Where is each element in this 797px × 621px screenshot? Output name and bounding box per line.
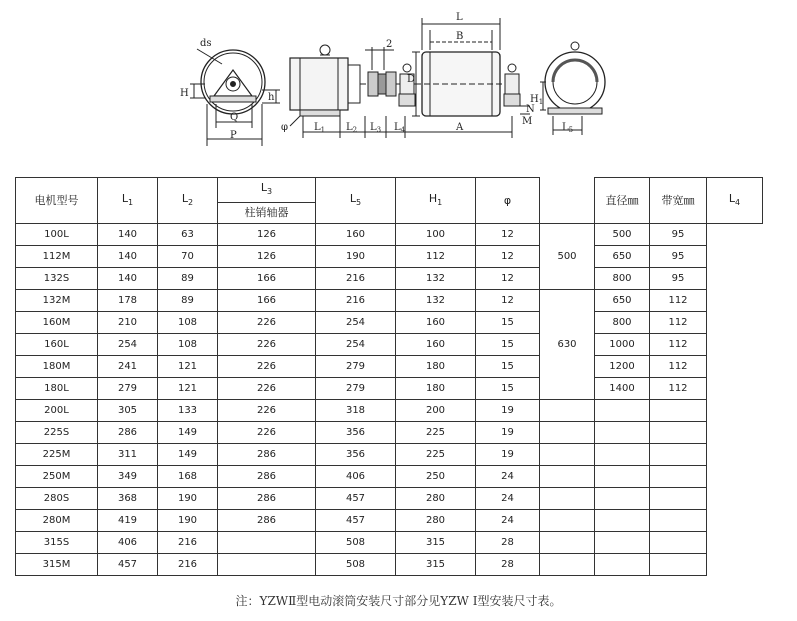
cell-l2: 149	[158, 422, 218, 444]
cell-l2: 121	[158, 356, 218, 378]
cell-diameter-empty	[540, 422, 595, 444]
cell-h1: 250	[396, 466, 476, 488]
cell-l3: 286	[218, 444, 316, 466]
cell-l5: 190	[316, 246, 396, 268]
label-H1: $H_1$	[530, 94, 544, 106]
cell-l1: 419	[98, 510, 158, 532]
cell-h1: 280	[396, 510, 476, 532]
cell-l5: 356	[316, 422, 396, 444]
cell-belt-width: 650	[595, 290, 650, 312]
cell-phi: 12	[476, 268, 540, 290]
cell-l1: 457	[98, 554, 158, 576]
cell-l5: 216	[316, 290, 396, 312]
cell-phi: 12	[476, 224, 540, 246]
cell-l5: 254	[316, 312, 396, 334]
table-row	[16, 356, 763, 378]
cell-h1: 160	[396, 312, 476, 334]
cell-h1: 280	[396, 488, 476, 510]
header-phi: φ	[476, 178, 540, 224]
cell-l3: 126	[218, 246, 316, 268]
cell-phi: 12	[476, 246, 540, 268]
cell-l5: 279	[316, 378, 396, 400]
table-row	[16, 224, 763, 246]
cell-l4: 95	[650, 224, 707, 246]
cell-model: 225M	[16, 444, 98, 466]
table-row	[16, 444, 763, 466]
cell-l4-empty	[650, 466, 707, 488]
cell-diameter: 630	[540, 290, 595, 400]
cell-phi: 12	[476, 290, 540, 312]
cell-l3	[218, 554, 316, 576]
cell-l3: 166	[218, 290, 316, 312]
cell-diameter-empty	[540, 532, 595, 554]
label-D: D	[407, 74, 416, 85]
cell-l4: 95	[650, 246, 707, 268]
cell-phi: 15	[476, 312, 540, 334]
label-H: H	[180, 88, 189, 99]
header-diameter: 直径㎜	[595, 178, 650, 224]
cell-l4-empty	[650, 532, 707, 554]
table-row	[16, 532, 763, 554]
cell-l3	[218, 532, 316, 554]
label-ds: ds	[200, 38, 212, 49]
cell-l3: 226	[218, 422, 316, 444]
cell-belt-width: 800	[595, 312, 650, 334]
cell-l4-empty	[650, 422, 707, 444]
cell-phi: 19	[476, 422, 540, 444]
cell-diameter-empty	[540, 488, 595, 510]
cell-model: 250M	[16, 466, 98, 488]
bearing-block-left	[399, 64, 415, 106]
header-L2: $L_2$	[158, 178, 218, 224]
cell-h1: 132	[396, 290, 476, 312]
cell-l2: 121	[158, 378, 218, 400]
cell-diameter: 500	[540, 224, 595, 290]
header-L4: $L_4$	[707, 178, 763, 224]
cell-l4: 112	[650, 378, 707, 400]
cell-phi: 24	[476, 488, 540, 510]
table-body	[16, 224, 763, 576]
cell-belt-width-empty	[595, 422, 650, 444]
cell-l5: 356	[316, 444, 396, 466]
cell-model: 112M	[16, 246, 98, 268]
cell-phi: 28	[476, 532, 540, 554]
cell-phi: 19	[476, 400, 540, 422]
cell-l1: 311	[98, 444, 158, 466]
label-L2: $L_2$	[346, 122, 358, 134]
cell-l5: 318	[316, 400, 396, 422]
cell-model: 200L	[16, 400, 98, 422]
cell-l1: 140	[98, 268, 158, 290]
header-L1: $L_1$	[98, 178, 158, 224]
cell-l2: 108	[158, 334, 218, 356]
cell-model: 160M	[16, 312, 98, 334]
cell-belt-width-empty	[595, 532, 650, 554]
cell-l5: 457	[316, 510, 396, 532]
cell-l1: 349	[98, 466, 158, 488]
cell-phi: 15	[476, 356, 540, 378]
table-row	[16, 422, 763, 444]
cell-diameter-empty	[540, 554, 595, 576]
cell-belt-width-empty	[595, 466, 650, 488]
cell-l1: 178	[98, 290, 158, 312]
table-row	[16, 378, 763, 400]
cell-model: 225S	[16, 422, 98, 444]
end-view-right	[540, 42, 605, 135]
label-A: A	[456, 122, 464, 133]
installation-drawing	[0, 0, 797, 160]
label-L: L	[456, 12, 463, 23]
table-row	[16, 334, 763, 356]
table-row	[16, 400, 763, 422]
cell-phi: 15	[476, 378, 540, 400]
dimension-table	[15, 177, 763, 576]
cell-model: 132M	[16, 290, 98, 312]
cell-belt-width: 650	[595, 246, 650, 268]
cell-h1: 200	[396, 400, 476, 422]
cell-belt-width: 500	[595, 224, 650, 246]
cell-l2: 89	[158, 268, 218, 290]
label-phi: φ	[281, 122, 289, 133]
cell-l5: 508	[316, 554, 396, 576]
cell-model: 280M	[16, 510, 98, 532]
cell-l4: 112	[650, 356, 707, 378]
cell-l1: 368	[98, 488, 158, 510]
header-H1: $H_1$	[396, 178, 476, 224]
cell-h1: 315	[396, 532, 476, 554]
header-L5: $L_5$	[316, 178, 396, 224]
cell-l2: 70	[158, 246, 218, 268]
table-gap-column	[540, 178, 595, 224]
label-M: M	[522, 116, 533, 127]
cell-model: 315S	[16, 532, 98, 554]
cell-l3: 226	[218, 312, 316, 334]
table-row	[16, 554, 763, 576]
label-Q: Q	[230, 112, 239, 123]
cell-l1: 279	[98, 378, 158, 400]
cell-l5: 508	[316, 532, 396, 554]
cell-belt-width: 1400	[595, 378, 650, 400]
cell-l3: 226	[218, 356, 316, 378]
cell-belt-width: 1200	[595, 356, 650, 378]
cell-h1: 225	[396, 422, 476, 444]
cell-l1: 286	[98, 422, 158, 444]
cell-l4-empty	[650, 400, 707, 422]
cell-l1: 254	[98, 334, 158, 356]
cell-l2: 168	[158, 466, 218, 488]
cell-l4-empty	[650, 510, 707, 532]
cell-l4: 95	[650, 268, 707, 290]
cell-model: 132S	[16, 268, 98, 290]
table-row	[16, 488, 763, 510]
cell-model: 100L	[16, 224, 98, 246]
cell-l1: 241	[98, 356, 158, 378]
cell-model: 180L	[16, 378, 98, 400]
cell-diameter-empty	[540, 444, 595, 466]
cell-l4-empty	[650, 554, 707, 576]
label-L1: $L_1$	[314, 122, 326, 134]
label-N: N	[526, 104, 535, 115]
cell-l3: 286	[218, 488, 316, 510]
cell-l2: 216	[158, 532, 218, 554]
cell-h1: 112	[396, 246, 476, 268]
header-motor-model: 电机型号	[16, 178, 98, 224]
cell-belt-width-empty	[595, 400, 650, 422]
cell-l4: 112	[650, 312, 707, 334]
cell-phi: 28	[476, 554, 540, 576]
footnote: 注：YZWⅡ型电动滚筒安装尺寸部分见YZW Ⅰ型安装尺寸表。	[235, 594, 562, 608]
cell-model: 160L	[16, 334, 98, 356]
cell-belt-width: 1000	[595, 334, 650, 356]
cell-l5: 160	[316, 224, 396, 246]
cell-l3: 126	[218, 224, 316, 246]
cell-diameter-empty	[540, 510, 595, 532]
cell-l5: 457	[316, 488, 396, 510]
table-row	[16, 268, 763, 290]
cell-model: 280S	[16, 488, 98, 510]
cell-h1: 315	[396, 554, 476, 576]
header-coupling: 柱销轴器	[218, 203, 316, 224]
label-h: h	[268, 92, 275, 103]
cell-l4-empty	[650, 488, 707, 510]
cell-l4-empty	[650, 444, 707, 466]
table-row	[16, 246, 763, 268]
motor-side-view	[290, 45, 365, 138]
cell-phi: 24	[476, 466, 540, 488]
cell-l1: 406	[98, 532, 158, 554]
table-row	[16, 312, 763, 334]
cell-l3: 226	[218, 400, 316, 422]
cell-h1: 180	[396, 378, 476, 400]
cell-h1: 132	[396, 268, 476, 290]
cell-belt-width-empty	[595, 510, 650, 532]
cell-l5: 254	[316, 334, 396, 356]
cell-l2: 190	[158, 488, 218, 510]
cell-l2: 133	[158, 400, 218, 422]
cell-l5: 279	[316, 356, 396, 378]
label-L3: $L_3$	[370, 122, 382, 134]
table-row	[16, 290, 763, 312]
cell-l1: 210	[98, 312, 158, 334]
cell-l4: 112	[650, 290, 707, 312]
cell-diameter-empty	[540, 466, 595, 488]
cell-l2: 108	[158, 312, 218, 334]
label-L4: $L_4$	[394, 122, 406, 134]
cell-phi: 24	[476, 510, 540, 532]
cell-model: 315M	[16, 554, 98, 576]
table-header-row	[16, 178, 763, 203]
table-row	[16, 466, 763, 488]
header-L3: $L_3$	[218, 178, 316, 203]
cell-l2: 149	[158, 444, 218, 466]
label-L5: $L_5$	[562, 122, 574, 134]
cell-l3: 226	[218, 378, 316, 400]
cell-h1: 180	[396, 356, 476, 378]
cell-phi: 19	[476, 444, 540, 466]
label-B: B	[456, 31, 464, 42]
cell-l2: 216	[158, 554, 218, 576]
cell-l2: 190	[158, 510, 218, 532]
label-2: 2	[386, 39, 393, 50]
cell-h1: 225	[396, 444, 476, 466]
cell-l1: 140	[98, 224, 158, 246]
cell-belt-width-empty	[595, 554, 650, 576]
cell-h1: 100	[396, 224, 476, 246]
cell-model: 180M	[16, 356, 98, 378]
cell-l4: 112	[650, 334, 707, 356]
cell-l1: 305	[98, 400, 158, 422]
cell-l5: 406	[316, 466, 396, 488]
cell-belt-width-empty	[595, 488, 650, 510]
cell-h1: 160	[396, 334, 476, 356]
cell-l3: 286	[218, 510, 316, 532]
label-P: P	[230, 130, 237, 141]
cell-belt-width: 800	[595, 268, 650, 290]
cell-l5: 216	[316, 268, 396, 290]
cell-diameter-empty	[540, 400, 595, 422]
table-row	[16, 510, 763, 532]
cell-l2: 89	[158, 290, 218, 312]
cell-l2: 63	[158, 224, 218, 246]
cell-l1: 140	[98, 246, 158, 268]
cell-l3: 166	[218, 268, 316, 290]
cell-l3: 226	[218, 334, 316, 356]
cell-l3: 286	[218, 466, 316, 488]
header-belt-width: 带宽㎜	[650, 178, 707, 224]
cell-phi: 15	[476, 334, 540, 356]
cell-belt-width-empty	[595, 444, 650, 466]
